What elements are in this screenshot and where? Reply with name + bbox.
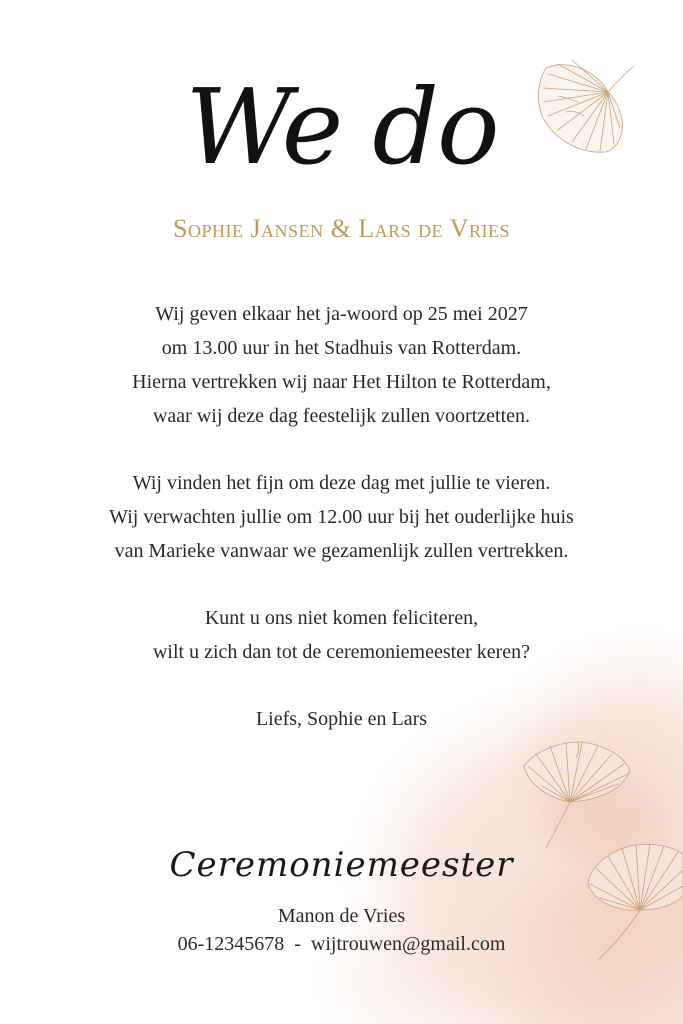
- ceremony-master-phone-email: 06-12345678 - wijtrouwen@gmail.com: [177, 933, 506, 955]
- ceremony-master-contact: [0, 902, 683, 958]
- paragraph-ceremony-details: [0, 297, 683, 433]
- text-line: wilt u zich dan tot de ceremoniemeester keren?: [152, 641, 531, 663]
- ceremony-master-name: Manon de Vries: [277, 905, 406, 927]
- ceremony-master-heading: Ceremoniemeester: [169, 845, 514, 885]
- text-line: om 13.00 uur in het Stadhuis van Rotterdam.: [161, 337, 522, 359]
- signature-line: [0, 702, 683, 736]
- text-line: Liefs, Sophie en Lars: [255, 708, 428, 730]
- text-line: waar wij deze dag feestelijk zullen voortzetten.: [152, 405, 531, 427]
- paragraph-contact-note: [0, 601, 683, 669]
- text-line: Wij vinden het fijn om deze dag met jullie te vieren.: [132, 472, 551, 494]
- paragraph-meeting-point: [0, 466, 683, 568]
- text-line: Hierna vertrekken wij naar Het Hilton te Rotterdam,: [132, 371, 551, 393]
- couple-names: Sophie Jansen & Lars de Vries: [172, 214, 510, 243]
- text-line: van Marieke vanwaar we gezamenlijk zullen vertrekken.: [114, 540, 569, 562]
- text-line: Kunt u ons niet komen feliciteren,: [204, 607, 479, 629]
- page-title: We do: [185, 66, 498, 188]
- text-line: Wij geven elkaar het ja-woord op 25 mei 2027: [155, 303, 528, 325]
- text-line: Wij verwachten jullie om 12.00 uur bij het ouderlijke huis: [109, 506, 574, 528]
